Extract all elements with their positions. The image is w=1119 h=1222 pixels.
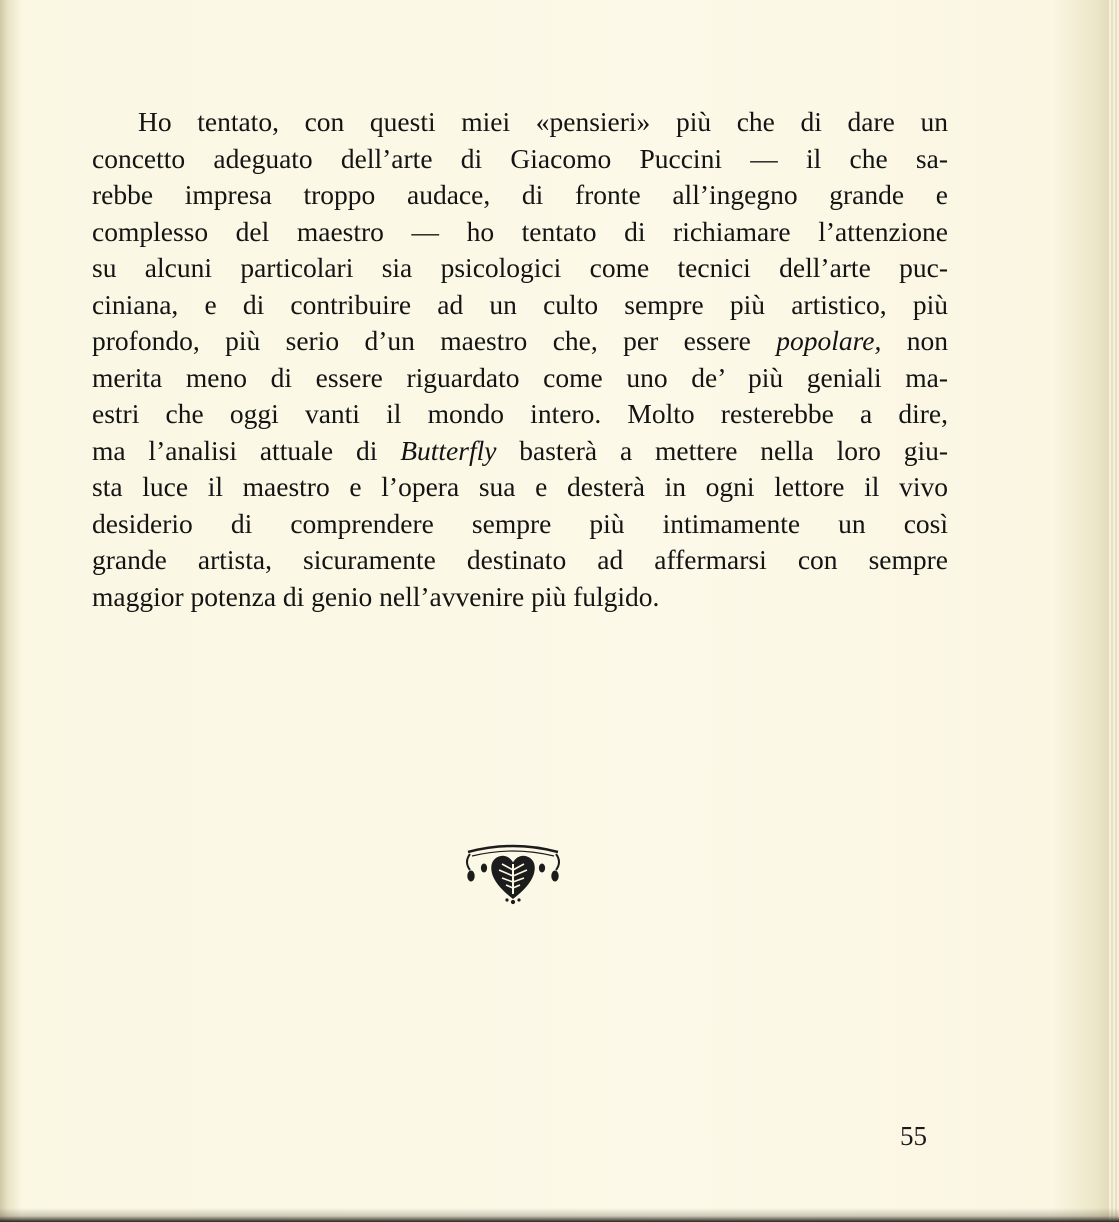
italic-word: Butterfly [400, 434, 497, 466]
paragraph-line: maggior potenza di genio nell’avvenire più fulgido. [92, 580, 660, 612]
line-text: non [881, 325, 948, 356]
line-text: profondo, più serio d’un maestro che, per essere [92, 325, 777, 356]
line-text: ma l’analisi attuale di [92, 434, 401, 466]
page-number: 55 [900, 1121, 927, 1151]
paragraph-line: desiderio di comprendere sempre più intimamente un così [92, 507, 948, 539]
paragraph-line: complesso del maestro — ho tentato di richiamare l’attenzione [92, 215, 948, 247]
italic-word: popolare, [776, 325, 882, 356]
paragraph-line [92, 433, 948, 470]
paragraph-line: rebbe impresa troppo audace, di fronte all’ingegno grande e [92, 179, 948, 210]
paragraph-line: estri che oggi vanti il mondo intero. Molto resterebbe a dire, [92, 398, 948, 429]
paragraph-line: sta luce il maestro e l’opera sua e desterà in ogni lettore il vivo [92, 471, 948, 502]
paragraph-line: su alcuni particolari sia psicologici come tecnici dell’arte puc- [92, 252, 948, 283]
paragraph-line: grande artista, sicuramente destinato ad affermarsi con sempre [92, 544, 948, 575]
heart-leaf-ornament-icon [462, 838, 564, 906]
paragraph-line [92, 323, 948, 360]
paragraph-line: concetto adeguato dell’arte di Giacomo Puccini — il che sa- [92, 142, 948, 174]
page-edges [1109, 0, 1119, 1222]
paragraph-line: Ho tentato, con questi miei «pensieri» più che di dare un [138, 106, 948, 137]
paragraph-line: ciniana, e di contribuire ad un culto sempre più artistico, più [92, 288, 948, 320]
paragraph-line: merita meno di essere riguardato come uno de’ più geniali ma- [92, 361, 948, 393]
line-text: basterà a mettere nella loro giu- [496, 434, 949, 466]
body-paragraph [92, 104, 948, 615]
page-shadow [0, 1208, 1119, 1222]
